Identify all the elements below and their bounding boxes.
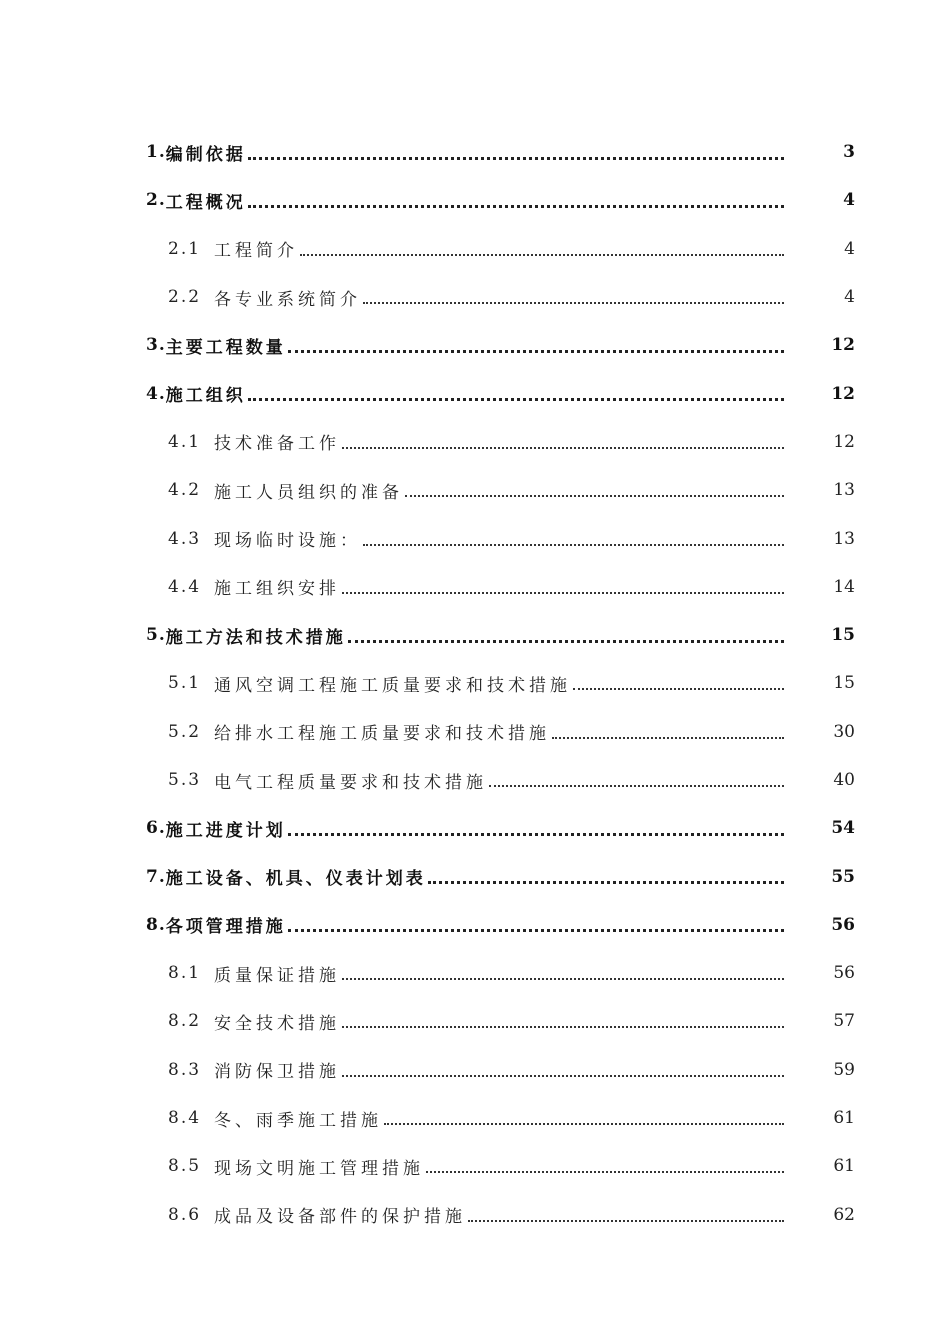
toc-dot-leader <box>342 447 784 449</box>
toc-dot-leader <box>384 1123 784 1125</box>
toc-entry-number: 5.1 <box>168 673 202 694</box>
toc-entry[interactable] <box>0 997 950 1045</box>
toc-entry-title: 工程概况 <box>165 192 246 213</box>
toc-entry-number: 8.4 <box>168 1108 202 1129</box>
toc-entry-number: 8. <box>146 914 166 935</box>
toc-entry[interactable] <box>0 659 950 707</box>
toc-entry-title: 各专业系统简介 <box>214 289 361 310</box>
toc-dot-leader <box>342 1026 784 1028</box>
toc-entry-title: 各项管理措施 <box>165 917 286 938</box>
toc-entry-number: 5.3 <box>168 770 202 790</box>
toc-entry-number: 8.3 <box>168 1059 202 1080</box>
toc-entry-body <box>168 1154 790 1179</box>
toc-entry-page-number: 55 <box>831 866 855 887</box>
toc-entry-title: 施工进度计划 <box>165 820 286 841</box>
toc-entry[interactable] <box>0 321 950 369</box>
table-of-contents <box>0 128 950 1239</box>
toc-entry-page-number: 12 <box>833 431 855 452</box>
toc-entry-body <box>146 188 790 213</box>
toc-entry[interactable] <box>0 611 950 659</box>
toc-entry-number: 8.2 <box>168 1011 202 1032</box>
toc-dot-leader <box>300 254 784 256</box>
toc-entry[interactable] <box>0 949 950 997</box>
toc-entry-page-number: 13 <box>833 480 855 501</box>
toc-entry-number: 5. <box>146 625 166 646</box>
toc-entry-page-number: 15 <box>833 673 855 694</box>
toc-dot-leader <box>426 1171 784 1173</box>
toc-dot-leader <box>248 157 784 160</box>
toc-dot-leader <box>288 833 784 836</box>
toc-entry-title: 安全技术措施 <box>214 1013 340 1034</box>
toc-entry-number: 1. <box>146 142 166 163</box>
toc-entry-body <box>168 526 790 551</box>
toc-dot-leader <box>363 544 784 546</box>
toc-entry-body <box>168 1202 790 1227</box>
toc-entry-number: 7. <box>146 866 166 887</box>
toc-entry-title: 施工组织安排 <box>214 579 340 600</box>
toc-entry[interactable] <box>0 563 950 611</box>
toc-entry[interactable] <box>0 1142 950 1190</box>
toc-dot-leader <box>405 495 784 497</box>
toc-entry-page-number: 12 <box>831 383 855 404</box>
toc-entry-page-number: 4 <box>844 287 855 308</box>
toc-entry-number: 4.4 <box>168 576 202 597</box>
toc-entry-number: 2.2 <box>168 287 202 308</box>
toc-entry[interactable] <box>0 852 950 900</box>
toc-dot-leader <box>552 737 784 739</box>
toc-entry-title: 成品及设备部件的保护措施 <box>214 1207 466 1228</box>
toc-entry-page-number: 14 <box>833 576 855 597</box>
toc-entry-title: 主要工程数量 <box>165 337 286 358</box>
toc-dot-leader <box>363 302 784 304</box>
toc-entry-title: 电气工程质量要求和技术措施 <box>214 772 487 793</box>
toc-dot-leader <box>288 350 784 353</box>
toc-dot-leader <box>248 398 784 401</box>
toc-entry-body <box>146 333 790 358</box>
toc-entry-number: 5.2 <box>168 721 202 742</box>
toc-entry-body <box>168 1057 790 1082</box>
toc-entry-title: 施工方法和技术措施 <box>165 627 346 648</box>
toc-dot-leader <box>342 592 784 594</box>
toc-entry-body <box>146 381 790 406</box>
toc-entry-title: 施工组织 <box>165 386 246 407</box>
toc-entry-page-number: 61 <box>833 1156 855 1177</box>
toc-entry-title: 技术准备工作 <box>214 434 340 455</box>
toc-entry-title: 消防保卫措施 <box>214 1062 340 1083</box>
toc-entry-number: 4.2 <box>168 480 202 501</box>
toc-entry-title: 编制依据 <box>165 144 246 165</box>
toc-entry-title: 现场临时设施： <box>214 531 361 552</box>
toc-entry-page-number: 61 <box>833 1108 855 1129</box>
toc-dot-leader <box>342 1075 784 1077</box>
toc-dot-leader <box>288 929 784 932</box>
toc-entry-number: 8.6 <box>168 1204 202 1225</box>
toc-entry-page-number: 4 <box>843 190 855 211</box>
toc-entry[interactable] <box>0 804 950 852</box>
toc-dot-leader <box>348 640 784 643</box>
toc-entry[interactable] <box>0 514 950 562</box>
toc-entry[interactable] <box>0 901 950 949</box>
toc-entry[interactable] <box>0 708 950 756</box>
toc-entry-number: 4.1 <box>168 431 202 452</box>
toc-entry[interactable] <box>0 466 950 514</box>
toc-entry-body <box>168 429 790 454</box>
toc-entry-title: 冬、雨季施工措施 <box>214 1110 382 1131</box>
toc-entry-page-number: 54 <box>831 818 855 839</box>
toc-entry-title: 工程简介 <box>214 241 298 262</box>
toc-dot-leader <box>573 688 784 690</box>
toc-entry-page-number: 62 <box>833 1204 855 1225</box>
toc-entry-body <box>168 768 790 793</box>
toc-entry[interactable] <box>0 273 950 321</box>
toc-entry[interactable] <box>0 176 950 224</box>
toc-entry-page-number: 40 <box>833 770 855 790</box>
toc-entry[interactable] <box>0 756 950 804</box>
toc-entry-page-number: 15 <box>831 625 855 646</box>
toc-entry-number: 2.1 <box>168 238 202 259</box>
toc-entry-number: 4.3 <box>168 528 202 549</box>
toc-entry-page-number: 57 <box>833 1011 855 1032</box>
toc-entry-body <box>168 574 790 599</box>
toc-entry-body <box>146 864 790 889</box>
toc-entry-body <box>168 478 790 503</box>
toc-dot-leader <box>248 205 784 208</box>
toc-entry-number: 4. <box>146 383 166 404</box>
toc-dot-leader <box>489 785 784 787</box>
toc-entry-page-number: 59 <box>833 1059 855 1080</box>
toc-entry-title: 施工设备、机具、仪表计划表 <box>165 869 426 890</box>
toc-entry-body <box>168 236 790 261</box>
toc-entry-title: 通风空调工程施工质量要求和技术措施 <box>214 675 571 696</box>
toc-entry-page-number: 3 <box>843 142 855 163</box>
toc-entry-number: 3. <box>146 335 166 356</box>
toc-entry-page-number: 56 <box>833 963 855 984</box>
toc-entry-page-number: 13 <box>833 528 855 549</box>
toc-entry-page-number: 4 <box>844 238 855 259</box>
toc-entry-title: 施工人员组织的准备 <box>214 482 403 503</box>
toc-entry-body <box>146 140 790 165</box>
toc-dot-leader <box>342 978 784 980</box>
toc-entry-body <box>168 1106 790 1131</box>
toc-entry-title: 给排水工程施工质量要求和技术措施 <box>214 724 550 745</box>
toc-entry-body <box>168 719 790 744</box>
toc-entry[interactable] <box>0 1094 950 1142</box>
toc-entry-number: 8.1 <box>168 963 202 984</box>
toc-entry-title: 质量保证措施 <box>214 965 340 986</box>
toc-entry-body <box>168 285 790 310</box>
toc-entry-body <box>146 816 790 841</box>
toc-entry-page-number: 56 <box>831 914 855 935</box>
toc-entry-number: 2. <box>146 190 166 211</box>
toc-entry-number: 6. <box>146 818 166 839</box>
toc-entry[interactable] <box>0 1191 950 1239</box>
toc-entry-body <box>168 671 790 696</box>
toc-dot-leader <box>468 1220 784 1222</box>
toc-dot-leader <box>428 881 784 884</box>
toc-entry-title: 现场文明施工管理措施 <box>214 1158 424 1179</box>
toc-entry[interactable] <box>0 225 950 273</box>
toc-entry-body <box>168 1009 790 1034</box>
toc-entry[interactable] <box>0 128 950 176</box>
toc-entry-page-number: 12 <box>831 335 855 356</box>
toc-entry[interactable] <box>0 369 950 417</box>
toc-entry[interactable] <box>0 1046 950 1094</box>
toc-entry[interactable] <box>0 418 950 466</box>
toc-entry-body <box>168 961 790 986</box>
toc-entry-page-number: 30 <box>833 721 855 742</box>
toc-entry-body <box>146 912 790 937</box>
toc-entry-body <box>146 623 790 648</box>
toc-entry-number: 8.5 <box>168 1156 202 1177</box>
